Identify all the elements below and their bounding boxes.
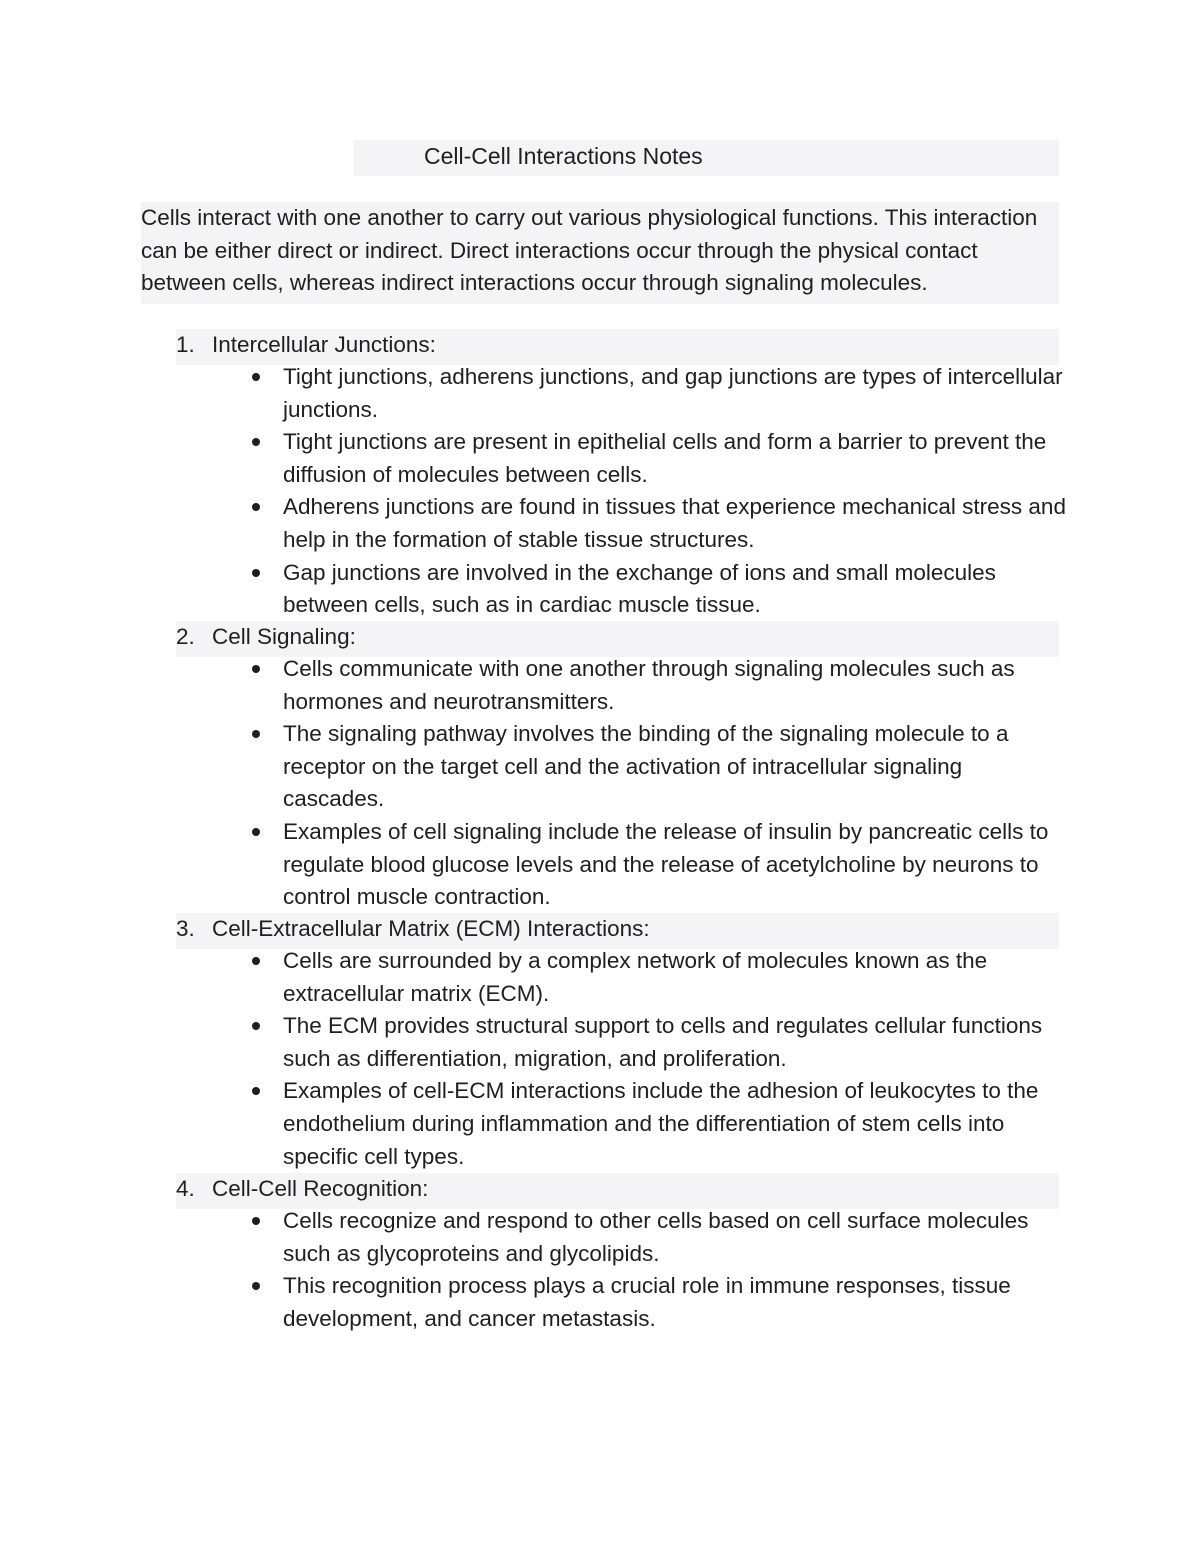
bullet-item: Tight junctions, adherens junctions, and gap junctions are types of intercellular junctions.: [248, 361, 1068, 426]
bullet-item: This recognition process plays a crucial role in immune responses, tissue development, and cancer metastasis.: [248, 1270, 1068, 1335]
section-number: 2.: [176, 624, 195, 649]
bullet-item: Examples of cell-ECM interactions include the adhesion of leukocytes to the endothelium during inflammation and the differentiation of stem cells into specific cell types.: [248, 1075, 1068, 1173]
section-title: Cell-Extracellular Matrix (ECM) Interactions:: [212, 916, 650, 941]
section-2-bullet-list: [248, 653, 1068, 914]
bullet-item: Cells recognize and respond to other cells based on cell surface molecules such as glycoproteins and glycolipids.: [248, 1205, 1068, 1270]
section-heading-cell-signaling: [176, 621, 356, 654]
section-heading-intercellular-junctions: [176, 329, 436, 362]
section-title: Intercellular Junctions:: [212, 332, 436, 357]
bullet-item: The signaling pathway involves the binding of the signaling molecule to a receptor on the target cell and the activation of intracellular signaling cascades.: [248, 718, 1068, 816]
section-number: 1.: [176, 332, 195, 357]
section-4-bullet-list: [248, 1205, 1068, 1335]
bullet-item: Cells are surrounded by a complex network of molecules known as the extracellular matrix (ECM).: [248, 945, 1068, 1010]
bullet-item: Adherens junctions are found in tissues that experience mechanical stress and help in the formation of stable tissue structures.: [248, 491, 1068, 556]
bullet-item: Gap junctions are involved in the exchange of ions and small molecules between cells, such as in cardiac muscle tissue.: [248, 557, 1068, 622]
section-3-bullet-list: [248, 945, 1068, 1173]
bullet-item: Cells communicate with one another through signaling molecules such as hormones and neurotransmitters.: [248, 653, 1068, 718]
section-title: Cell-Cell Recognition:: [212, 1176, 429, 1201]
section-number: 3.: [176, 916, 195, 941]
document-title: Cell-Cell Interactions Notes: [424, 143, 703, 169]
section-heading-ecm-interactions: [176, 913, 650, 946]
bullet-item: The ECM provides structural support to cells and regulates cellular functions such as differentiation, migration, and proliferation.: [248, 1010, 1068, 1075]
section-1-bullet-list: [248, 361, 1068, 622]
section-number: 4.: [176, 1176, 195, 1201]
section-title: Cell Signaling:: [212, 624, 356, 649]
section-heading-cell-recognition: [176, 1173, 428, 1206]
bullet-item: Tight junctions are present in epithelial cells and form a barrier to prevent the diffusion of molecules between cells.: [248, 426, 1068, 491]
intro-paragraph: Cells interact with one another to carry out various physiological functions. This interaction can be either direct or indirect. Direct interactions occur through the physical contact between cells, whereas indirect interactions occur through signaling molecules.: [141, 205, 1038, 296]
bullet-item: Examples of cell signaling include the release of insulin by pancreatic cells to regulate blood glucose levels and the release of acetylcholine by neurons to control muscle contraction.: [248, 816, 1068, 914]
